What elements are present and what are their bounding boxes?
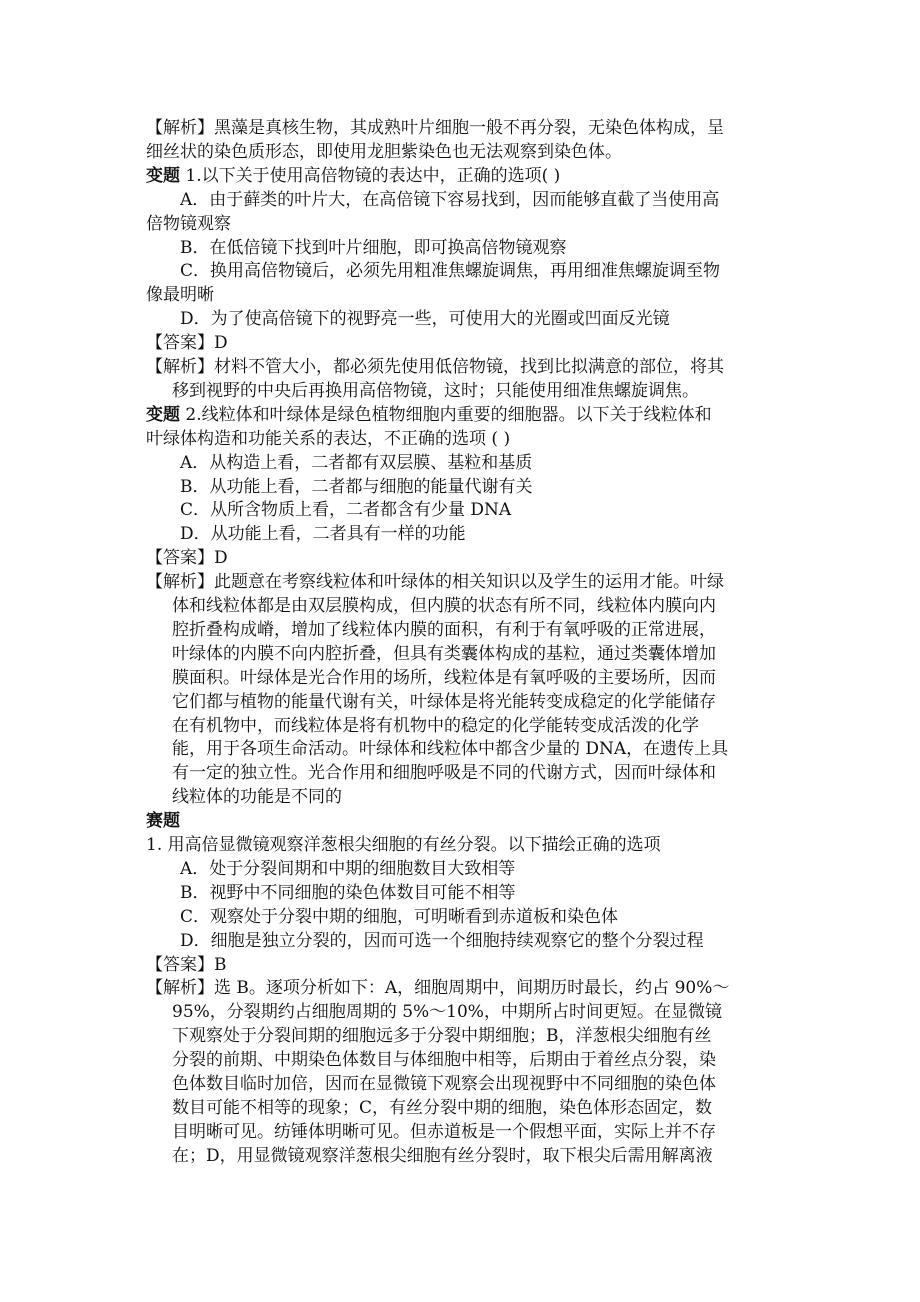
text-line [146, 403, 712, 427]
text-segment: 【答案】B [146, 954, 227, 975]
text-segment: D．从功能上看，二者具有一样的功能 [180, 524, 466, 545]
text-segment: C．换用高倍物镜后，必须先用粗准焦螺旋调焦，再用细准焦螺旋调至物 [180, 261, 721, 282]
text-segment: 下观察处于分裂间期的细胞远多于分裂中期细胞；B，洋葱根尖细胞有丝 [172, 1026, 712, 1047]
text-line [180, 188, 719, 212]
text-segment: 目明晰可见。纺锤体明晰可见。但赤道板是一个假想平面，实际上并不存 [172, 1121, 716, 1142]
text-line [172, 714, 699, 738]
text-line [172, 1024, 712, 1048]
text-line [180, 857, 515, 881]
text-segment: 倍物镜观察 [146, 213, 231, 234]
text-line [146, 570, 724, 594]
text-segment: 移到视野的中央后再换用高倍物镜，这时；只能使用细准焦螺旋调焦。 [172, 380, 699, 401]
text-segment: D．细胞是独立分裂的，因而可选一个细胞持续观察它的整个分裂过程 [180, 930, 704, 951]
text-segment: 腔折叠构成嵴，增加了线粒体内膜的面积，有利于有氧呼吸的正常进展， [172, 619, 716, 640]
text-segment: D．为了使高倍镜下的视野亮一些，可使用大的光圈或凹面反光镜 [180, 309, 670, 330]
text-line [146, 833, 661, 857]
text-line [172, 594, 716, 618]
text-line [180, 881, 516, 905]
text-segment: A．由于藓类的叶片大，在高倍镜下容易找到，因而能够直截了当使用高 [180, 189, 720, 210]
text-segment: 线粒体的功能是不同的 [172, 787, 342, 808]
text-line [172, 1048, 716, 1072]
text-segment: 在；D，用显微镜观察洋葱根尖细胞有丝分裂时，取下根尖后需用解离液 [172, 1145, 713, 1166]
text-segment: 体和线粒体都是由双层膜构成，但内膜的状态有所不同，线粒体内膜向内 [172, 596, 716, 616]
text-line [180, 307, 670, 331]
text-segment: B．从功能上看，二者都与细胞的能量代谢有关 [180, 476, 533, 497]
text-segment: 色体数目临时加倍，因而在显微镜下观察会出现视野中不同细胞的染色体 [172, 1074, 716, 1094]
text-line [146, 212, 231, 236]
text-line [146, 809, 180, 833]
text-line [180, 259, 720, 283]
text-segment: 叶绿体构造和功能关系的表达，不正确的选项 ( ) [146, 428, 511, 449]
text-line [146, 976, 729, 1000]
text-segment: 95%，分裂期约占细胞周期的 5%～10%，中期所占时间更短。在显微镜 [172, 1002, 722, 1023]
text-line [180, 929, 704, 953]
text-segment: 细丝状的染色质形态，即使用龙胆紫染色也无法观察到染色体。 [146, 141, 622, 162]
text-line [146, 331, 228, 355]
text-line [172, 642, 716, 666]
text-segment: 数目可能不相等的现象；C，有丝分裂中期的细胞，染色体形态固定，数 [172, 1097, 713, 1118]
section-label: 变题 [146, 165, 180, 186]
text-line [146, 355, 724, 379]
text-segment: 【解析】此题意在考察线粒体和叶绿体的相关知识以及学生的运用才能。叶绿 [146, 572, 724, 593]
text-line [172, 1144, 713, 1168]
text-line [146, 427, 510, 451]
text-segment: B．视野中不同细胞的染色体数目可能不相等 [180, 882, 516, 903]
text-line [172, 1000, 722, 1024]
text-segment: 能，用于各项生命活动。叶绿体和线粒体中都含少量的 DNA，在遗传上具 [172, 739, 729, 760]
text-segment: 1.以下关于使用高倍物镜的表达中，正确的选项( ) [180, 165, 561, 186]
text-segment: 有一定的独立性。光合作用和细胞呼吸是不同的代谢方式，因而叶绿体和 [172, 763, 716, 784]
text-line [180, 451, 532, 475]
text-segment: 分裂的前期、中期染色体数目与体细胞中相等，后期由于着丝点分裂，染 [172, 1050, 716, 1071]
text-line [172, 1072, 716, 1096]
text-line [146, 140, 622, 164]
section-label: 赛题 [146, 811, 180, 832]
text-segment: C．从所含物质上看，二者都含有少量 DNA [180, 500, 512, 521]
text-line [180, 498, 511, 522]
section-label: 变题 [146, 404, 180, 425]
text-segment: C．观察处于分裂中期的细胞，可明晰看到赤道板和染色体 [180, 906, 619, 927]
text-segment: 2.线粒体和叶绿体是绿色植物细胞内重要的细胞器。以下关于线粒体和 [180, 404, 712, 425]
text-segment: 【答案】D [146, 333, 228, 354]
text-line [172, 666, 716, 690]
text-line [180, 236, 567, 260]
text-segment: A．处于分裂间期和中期的细胞数目大致相等 [180, 858, 516, 879]
text-line [172, 1120, 716, 1144]
text-segment: 它们都与植物的能量代谢有关，叶绿体是将光能转变成稳定的化学能储存 [172, 691, 716, 712]
text-line [146, 164, 560, 188]
text-line [146, 953, 227, 977]
text-line [172, 618, 716, 642]
text-segment: 在有机物中，而线粒体是将有机物中的稳定的化学能转变成活泼的化学 [172, 715, 699, 736]
text-line [146, 546, 228, 570]
text-segment: 叶绿体的内膜不向内腔折叠，但具有类囊体构成的基粒，通过类囊体增加 [172, 643, 716, 664]
text-line [180, 475, 533, 499]
text-line [146, 116, 724, 140]
text-segment: 像最明晰 [146, 285, 214, 306]
text-segment: 【答案】D [146, 548, 228, 569]
text-line [172, 737, 728, 761]
text-line [172, 761, 716, 785]
text-line [180, 905, 618, 929]
text-segment: A．从构造上看，二者都有双层膜、基粒和基质 [180, 452, 533, 473]
text-segment: B．在低倍镜下找到叶片细胞，即可换高倍物镜观察 [180, 237, 567, 258]
text-line [172, 379, 699, 403]
text-line [172, 785, 342, 809]
text-segment: 【解析】材料不管大小，都必须先使用低倍物镜，找到比拟满意的部位，将其 [146, 357, 724, 377]
text-line [172, 1096, 712, 1120]
text-line [172, 690, 716, 714]
text-line [146, 283, 214, 307]
text-line [180, 522, 466, 546]
text-segment: 【解析】选 B。逐项分析如下：A，细胞周期中，间期历时最长，约占 90%～ [146, 978, 730, 999]
text-segment: 【解析】黑藻是真核生物，其成熟叶片细胞一般不再分裂，无染色体构成，呈 [146, 118, 724, 138]
text-segment: 膜面积。叶绿体是光合作用的场所，线粒体是有氧呼吸的主要场所，因而 [172, 667, 716, 688]
text-segment: 1. 用高倍显微镜观察洋葱根尖细胞的有丝分裂。以下描绘正确的选项 [146, 835, 661, 855]
